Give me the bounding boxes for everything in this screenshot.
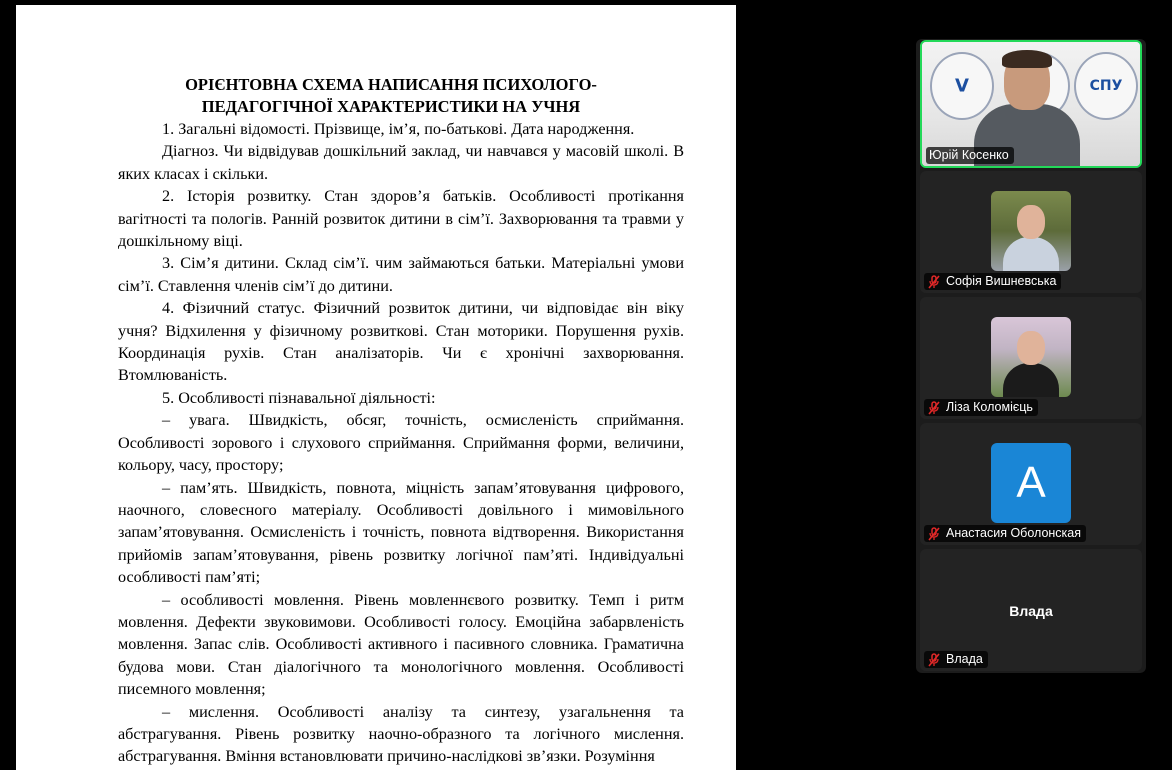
avatar-shoulders [1003,237,1059,271]
participant-avatar-letter: А [991,443,1071,523]
document-paragraph: – увага. Швидкість, обсяг, точність, осмисленість сприймання. Особливості зорового і слухового сприймання. Сприймання форми, величини, кольору, часу, простору; [118,411,684,475]
logo-text: V [955,75,969,97]
participant-name: Ліза Коломієць [946,400,1033,414]
shared-document [16,5,736,770]
document-title-line-2: ПЕДАГОГІЧНОЇ ХАРАКТЕРИСТИКИ НА УЧНЯ [201,97,581,116]
institution-logo-icon [1074,52,1138,120]
participant-tile-active-speaker[interactable] [920,40,1142,168]
participant-tile[interactable] [920,171,1142,293]
participant-name: Влада [946,652,983,666]
document-paragraph: 3. Сім’я дитини. Склад сім’ї. чим займаються батьки. Матеріальні умови сім’ї. Ставлення членів сім’ї до дитини. [118,254,684,295]
participant-tile[interactable] [920,297,1142,419]
mic-muted-icon [927,401,941,415]
avatar-face [1017,331,1045,365]
participant-nameplate [924,525,1086,542]
document-paragraph: 4. Фізичний статус. Фізичний розвиток дитини, чи відповідає він віку учня? Відхилення у фізичному розвиткові. Стан моторики. Порушення рухів. Координація рухів. Стан аналізаторів. Чи є хронічні захворювання. Втомлюваність. [118,299,684,385]
avatar-face [1017,205,1045,239]
document-body [118,118,684,768]
document-title-line-1: ОРІЄНТОВНА СХЕМА НАПИСАННЯ ПСИХОЛОГО- [185,75,597,94]
avatar-shoulders [1003,363,1059,397]
mic-muted-icon [927,527,941,541]
institution-logo-icon [930,52,994,120]
participant-name: Юрій Косенко [929,148,1009,162]
document-paragraph: 1. Загальні відомості. Прізвище, ім’я, по-батькові. Дата народження. [162,120,635,138]
participant-nameplate [924,273,1061,290]
mic-muted-icon [927,653,941,667]
participant-avatar [991,317,1071,397]
participant-nameplate [926,147,1014,164]
document-paragraph: Діагноз. Чи відвідував дошкільний заклад, чи навчався у масовій школі. В яких класах і скільки. [118,142,684,183]
document-title [146,74,636,118]
participant-nameplate [924,651,988,668]
document-paragraph: – особливості мовлення. Рівень мовленнєвого розвитку. Темп і ритм мовлення. Дефекти звуковимови. Особливості голосу. Емоційна забарвленість мовлення. Запас слів. Особливості активного і пасивного словника. Граматична будова мови. Стан діалогічного та монологічного мовлення. Особливості писемного мовлення; [118,590,684,699]
participant-avatar [991,191,1071,271]
participant-name: Софія Вишневська [946,274,1057,288]
participant-name: Анастасия Оболонская [946,526,1082,540]
document-paragraph: – мислення. Особливості аналізу та синтезу, узагальнення та абстрагування. Рівень розвитку наочно-образного та логічного мислення. абстрагування. Вміння встановлювати причино-наслідкові зв’язки. Розуміння [118,702,684,766]
document-paragraph: 2. Історія розвитку. Стан здоров’я батьків. Особливості протікання вагітності та пологів. Ранній розвиток дитини в сім’ї. Захворювання та травми у дошкільному віці. [118,187,684,251]
mic-muted-icon [927,275,941,289]
participant-display-name: Влада [1009,603,1053,619]
participant-tile[interactable] [920,549,1142,671]
participant-nameplate [924,399,1038,416]
participant-tile[interactable] [920,423,1142,545]
person-hair [1002,50,1052,68]
logo-text: СПУ [1089,78,1123,94]
document-paragraph: – пам’ять. Швидкість, повнота, міцність запам’ятовування цифрового, наочного, словесного матеріалу. Особливості довільного і мимовільного запам’ятовування. Осмисленість і точність, повнота відтворення. Використання прийомів запам’ятовування, рівень розвитку логічної пам’яті. Індивідуальні особливості пам’яті; [118,478,684,587]
participants-gallery [916,39,1146,673]
document-paragraph: 5. Особливості пізнавальної діяльності: [162,388,436,407]
